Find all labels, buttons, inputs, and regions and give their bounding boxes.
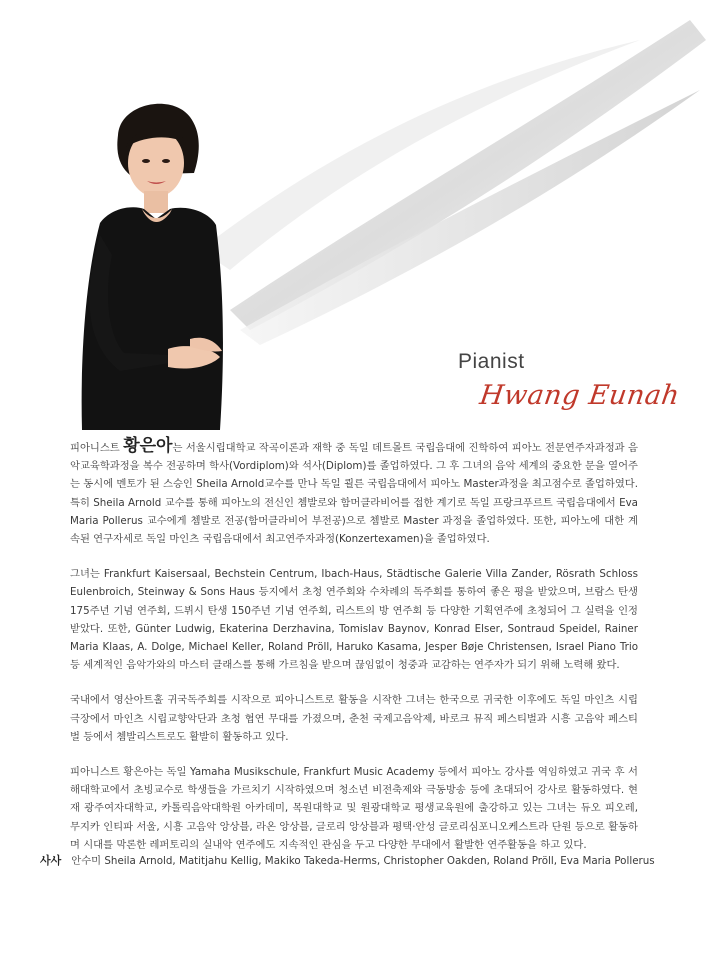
portrait-photo bbox=[60, 95, 260, 430]
teachers-label: 사사 bbox=[40, 854, 62, 867]
teachers-line bbox=[40, 852, 680, 868]
bio-p1-text: 는 서울시립대학교 작곡이론과 재학 중 독일 데트몰트 국립음대에 진학하여 피아노 전문연주자과정과 음악교육학과정을 복수 전공하며 학사(Vordiplom)와 석사(Diplom)를 졸업하였다. 그 후 그녀의 음악 세계의 중요한 문을 열어주는 동시에 멘토가 된 스승인 Sheila Arnold교수를 만나 독일 쾰른 국립음대에서 피아노 Master과정을 최고점수로 졸업하였다. 특히 Sheila Arnold 교수를 통해 피아노의 전신인 쳄발로와 함머클라비어를 접한 계기로 독일 프랑크푸르트 국립음대에서 Eva Maria Pollerus 교수에게 쳄발로 전공(함머클라비어 부전공)으로 쳄발로 Master 과정을 졸업하였다. 또한, 피아노에 대한 계속된 연구자세로 독일 마인츠 국립음대에서 최고연주자과정(Konzertexamen)을 졸업하였다. bbox=[70, 442, 639, 546]
bio-p1-name: 황은아 bbox=[123, 436, 173, 456]
teachers-names: 안수미 Sheila Arnold, Matitjahu Kellig, Makiko Takeda-Herms, Christopher Oakden, Roland Pröll, Eva Maria Pollerus bbox=[71, 855, 655, 867]
bio-paragraph-3: 국내에서 영산아트홀 귀국독주회를 시작으로 피아니스트로 활동을 시작한 그녀는 한국으로 귀국한 이후에도 독일 마인츠 시립극장에서 마인츠 시립교향악단과 초청 협연 무대를 가졌으며, 춘천 국제고음악제, 바로크 뮤직 페스티벌과 시흥 고음악 페스티벌 등에서 쳄발리스트로도 활발히 활동하고 있다. bbox=[70, 694, 638, 743]
bio-p1-prefix: 피아니스트 bbox=[70, 442, 124, 454]
bio-paragraph-1 bbox=[70, 437, 638, 548]
title-block bbox=[458, 350, 698, 411]
bio-paragraph-2: 그녀는 Frankfurt Kaisersaal, Bechstein Centrum, Ibach-Haus, Städtische Galerie Villa Zander, Rösrath Schloss Eulenbroich, Steinway & Sons Haus 등지에서 초청 연주회와 수차례의 독주회를 통하여 좋은 평을 받았으며, 브람스 탄생 175주년 기념 연주회, 드뷔시 탄생 150주년 기념 연주회, 리스트의 방 연주회 등 다양한 기획연주에 초청되어 그 실력을 인정받았다. 또한, Günter Ludwig, Ekaterina Derzhavina, Tomislav Baynov, Konrad Elser, Sontraud Speidel, Rainer Maria Klaas, A. Dolge, Michael Keller, Roland Pröll, Haruko Kasama, Jesper Bøje Christensen, Israel Piano Trio 등 세계적인 음악가와의 마스터 클래스를 통해 가르침을 받으며 끊임없이 청중과 교감하는 연주자가 되기 위해 노력해 왔다. bbox=[70, 568, 638, 672]
performer-name: Hwang Eunah bbox=[477, 380, 682, 411]
biography bbox=[70, 437, 638, 871]
bio-paragraph-4: 피아니스트 황은아는 독일 Yamaha Musikschule, Frankfurt Music Academy 등에서 피아노 강사를 역임하였고 귀국 후 서해대학교에서 초빙교수로 학생들을 가르치기 시작하였으며 청소년 비전축제와 극동방송 등에 초대되어 강사로 활동하였다. 현재 광주여자대학교, 카톨릭음악대학원 아카데미, 목원대학교 및 원광대학교 평생교육원에 출강하고 있는 그녀는 듀오 피오레, 무지카 인티파 서울, 시흥 고음악 앙상블, 라온 앙상블, 글로리 앙상블과 평택·안성 글로리심포니오케스트라 단원 등으로 활동하며 시대를 막론한 레퍼토리의 실내악 연주에도 지속적인 관심을 두고 다양한 무대에서 활발한 연주활동을 하고 있다. bbox=[70, 766, 638, 851]
role-title: Pianist bbox=[458, 350, 525, 373]
